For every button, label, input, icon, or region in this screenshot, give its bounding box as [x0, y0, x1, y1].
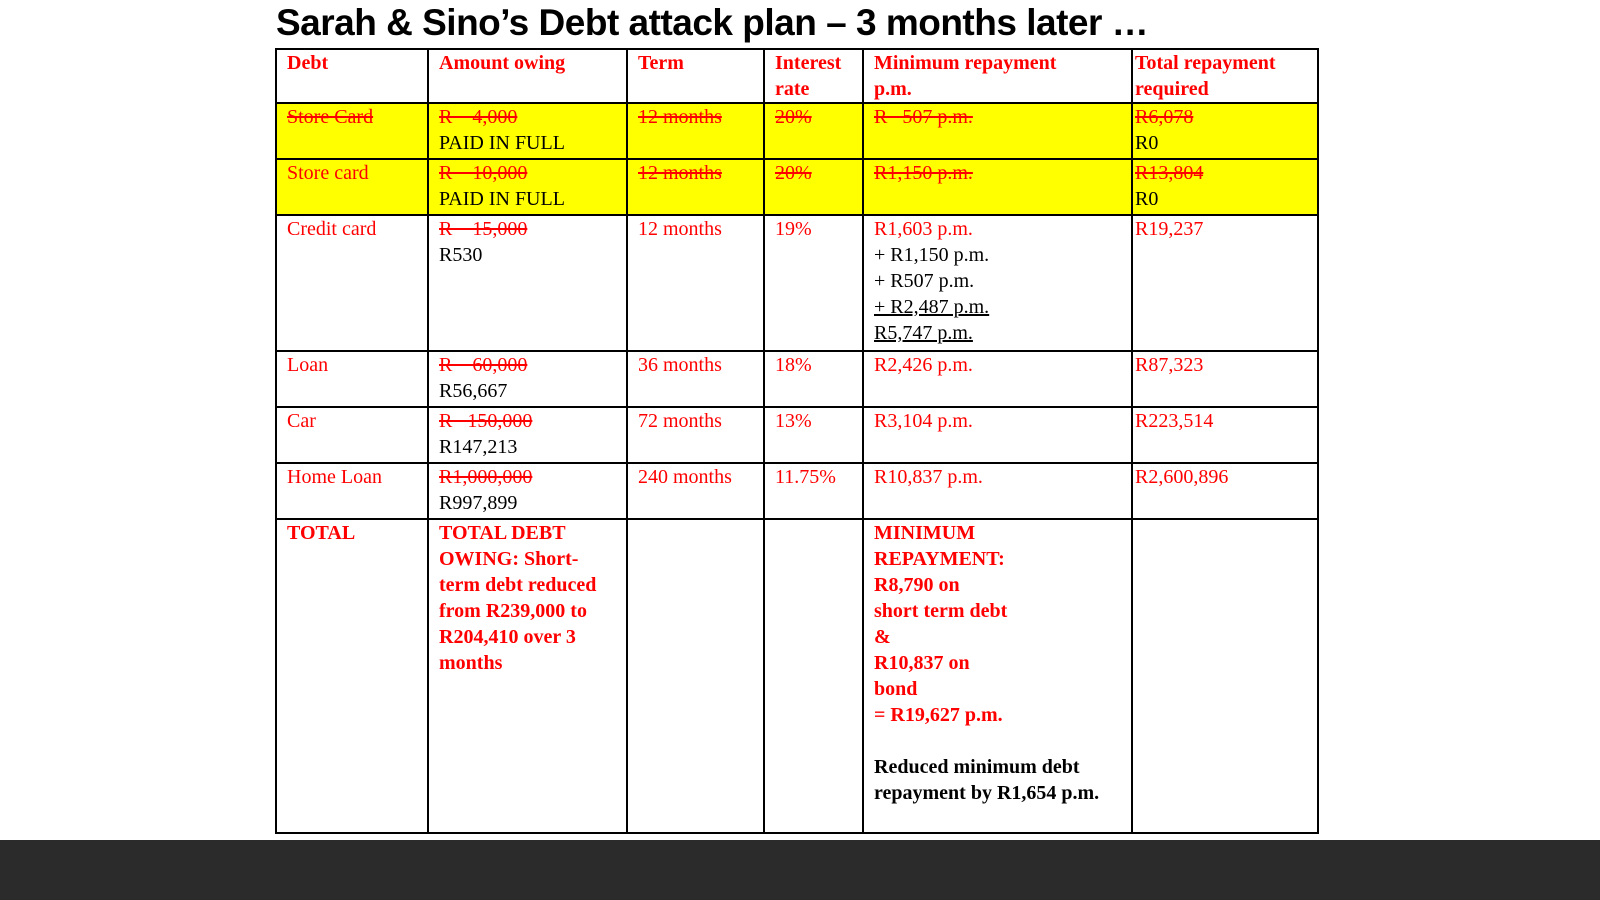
- total-debt-owing-cell: TOTAL DEBT OWING: Short-term debt reduced from R239,000 to R204,410 over 3 months: [428, 519, 627, 833]
- amount-cell: R 10,000 PAID IN FULL: [428, 159, 627, 215]
- header-debt: Debt: [276, 49, 428, 103]
- interest-cell: 19%: [764, 215, 863, 351]
- debt-cell: Home Loan: [276, 463, 428, 519]
- total-term-cell: [627, 519, 764, 833]
- total-repayment-cell: R6,078 R0: [1132, 103, 1318, 159]
- total-min-repayment-cell: MINIMUM REPAYMENT: R8,790 on short term debt & R10,837 on bond = R19,627 p.m. Reduced minimum debt repayment by R1,654 p.m.: [863, 519, 1132, 833]
- debt-cell: Loan: [276, 351, 428, 407]
- amount-cell: R 60,000 R56,667: [428, 351, 627, 407]
- debt-cell: Credit card: [276, 215, 428, 351]
- header-minimum-repayment: Minimum repayment p.m.: [863, 49, 1132, 103]
- header-amount-owing: Amount owing: [428, 49, 627, 103]
- min-repayment-cell: R3,104 p.m.: [863, 407, 1132, 463]
- presentation-bottom-bar: [0, 840, 1600, 900]
- table-row: [276, 103, 1318, 159]
- debt-cell: Store card: [276, 159, 428, 215]
- term-cell: 36 months: [627, 351, 764, 407]
- interest-cell: 11.75%: [764, 463, 863, 519]
- slide-title: Sarah & Sino’s Debt attack plan – 3 months later …: [276, 2, 1149, 43]
- min-repayment-cell: R10,837 p.m.: [863, 463, 1132, 519]
- term-cell: 12 months: [627, 103, 764, 159]
- debt-cell: Store Card: [276, 103, 428, 159]
- total-repayment-cell: R87,323: [1132, 351, 1318, 407]
- amount-cell: R 4,000 PAID IN FULL: [428, 103, 627, 159]
- term-cell: 12 months: [627, 159, 764, 215]
- amount-cell: R 150,000 R147,213: [428, 407, 627, 463]
- table-row: [276, 215, 1318, 351]
- table-row: [276, 463, 1318, 519]
- total-label-cell: TOTAL: [276, 519, 428, 833]
- header-term: Term: [627, 49, 764, 103]
- interest-cell: 20%: [764, 159, 863, 215]
- min-repayment-cell: R2,426 p.m.: [863, 351, 1132, 407]
- amount-cell: R 15,000 R530: [428, 215, 627, 351]
- table-row: [276, 159, 1318, 215]
- term-cell: 72 months: [627, 407, 764, 463]
- term-cell: 240 months: [627, 463, 764, 519]
- table-row: [276, 407, 1318, 463]
- min-repayment-cell: R1,150 p.m.: [863, 159, 1132, 215]
- total-repayment-cell: R13,804 R0: [1132, 159, 1318, 215]
- debt-table: [275, 48, 1319, 834]
- min-repayment-cell: R 507 p.m.: [863, 103, 1132, 159]
- total-interest-cell: [764, 519, 863, 833]
- min-repayment-cell: R1,603 p.m. + R1,150 p.m. + R507 p.m. + R2,487 p.m. R5,747 p.m.: [863, 215, 1132, 351]
- total-repayment-cell: R223,514: [1132, 407, 1318, 463]
- term-cell: 12 months: [627, 215, 764, 351]
- interest-cell: 18%: [764, 351, 863, 407]
- debt-cell: Car: [276, 407, 428, 463]
- header-total-repayment: Total repayment required: [1132, 49, 1318, 103]
- total-repayment-cell: R19,237: [1132, 215, 1318, 351]
- header-interest-rate: Interest rate: [764, 49, 863, 103]
- table-header-row: [276, 49, 1318, 103]
- interest-cell: 13%: [764, 407, 863, 463]
- interest-cell: 20%: [764, 103, 863, 159]
- total-repayment-cell: R2,600,896: [1132, 463, 1318, 519]
- table-row: [276, 351, 1318, 407]
- total-row: [276, 519, 1318, 833]
- total-total-repayment-cell: [1132, 519, 1318, 833]
- amount-cell: R1,000,000 R997,899: [428, 463, 627, 519]
